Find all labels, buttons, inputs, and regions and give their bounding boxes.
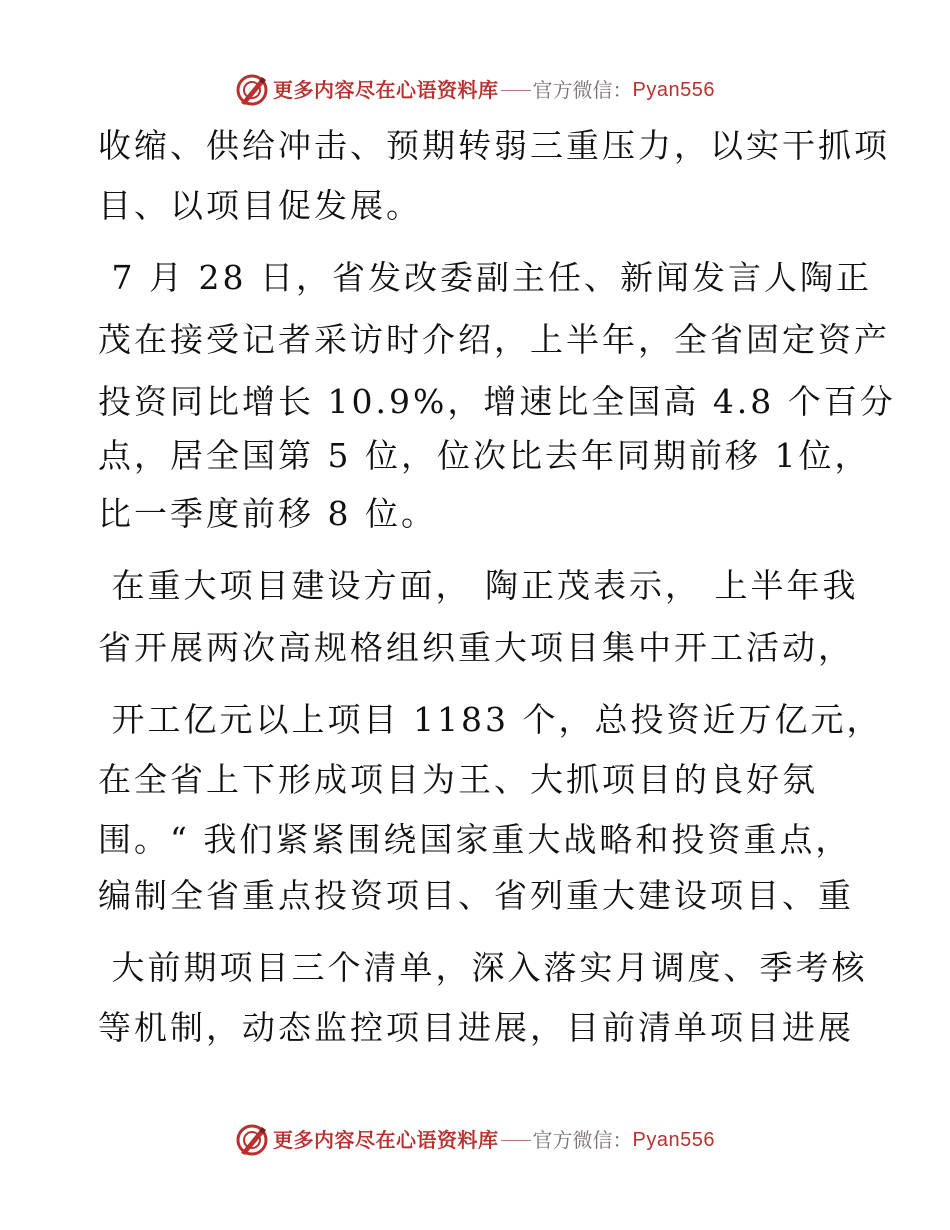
text-line: 点，居全国第 5 位，位次比去年同期前移 1位， [98, 436, 871, 475]
text-line: 茂在接受记者采访时介绍，上半年，全省固定资产 [98, 320, 890, 359]
text-line: 比一季度前移 8 位。 [98, 494, 437, 533]
watermark-site-text: 更多内容尽在心语资料库 [273, 1128, 499, 1152]
text-line: 编制全省重点投资项目、省列重大建设项目、重 [98, 876, 854, 915]
watermark-wechat-label: 官方微信： [532, 1128, 633, 1152]
text-line: 等机制，动态监控项目进展，目前清单项目进展 [98, 1008, 854, 1047]
watermark-divider [501, 90, 531, 91]
text-line: 大前期项目三个清单，深入落实月调度、季考核 [98, 948, 868, 987]
footer-watermark [0, 1122, 950, 1158]
header-watermark [0, 72, 950, 108]
watermark-wechat-id: Pyan556 [632, 1129, 715, 1151]
watermark-wechat-id: Pyan556 [632, 79, 715, 101]
text-line: 开工亿元以上项目 1183 个，总投资近万亿元， [98, 700, 883, 739]
pen-circle-icon [235, 1123, 269, 1157]
text-line: 围。“ 我们紧紧围绕国家重大战略和投资重点， [98, 820, 852, 859]
pen-circle-icon [235, 73, 269, 107]
text-line: 7 月 28 日，省发改委副主任、新闻发言人陶正 [98, 258, 872, 297]
text-line: 在重大项目建设方面， 陶正茂表示， 上半年我 [98, 566, 859, 605]
watermark-site-text: 更多内容尽在心语资料库 [273, 78, 499, 102]
watermark-wechat-label: 官方微信： [532, 78, 633, 102]
text-line: 投资同比增长 10.9%，增速比全国高 4.8 个百分 [98, 382, 896, 421]
text-line: 收缩、供给冲击、预期转弱三重压力，以实干抓项 [98, 126, 890, 165]
text-line: 目、以项目促发展。 [98, 186, 422, 225]
watermark-divider [501, 1140, 531, 1141]
text-line: 在全省上下形成项目为王、大抓项目的良好氛 [98, 760, 818, 799]
text-line: 省开展两次高规格组织重大项目集中开工活动， [98, 628, 854, 667]
